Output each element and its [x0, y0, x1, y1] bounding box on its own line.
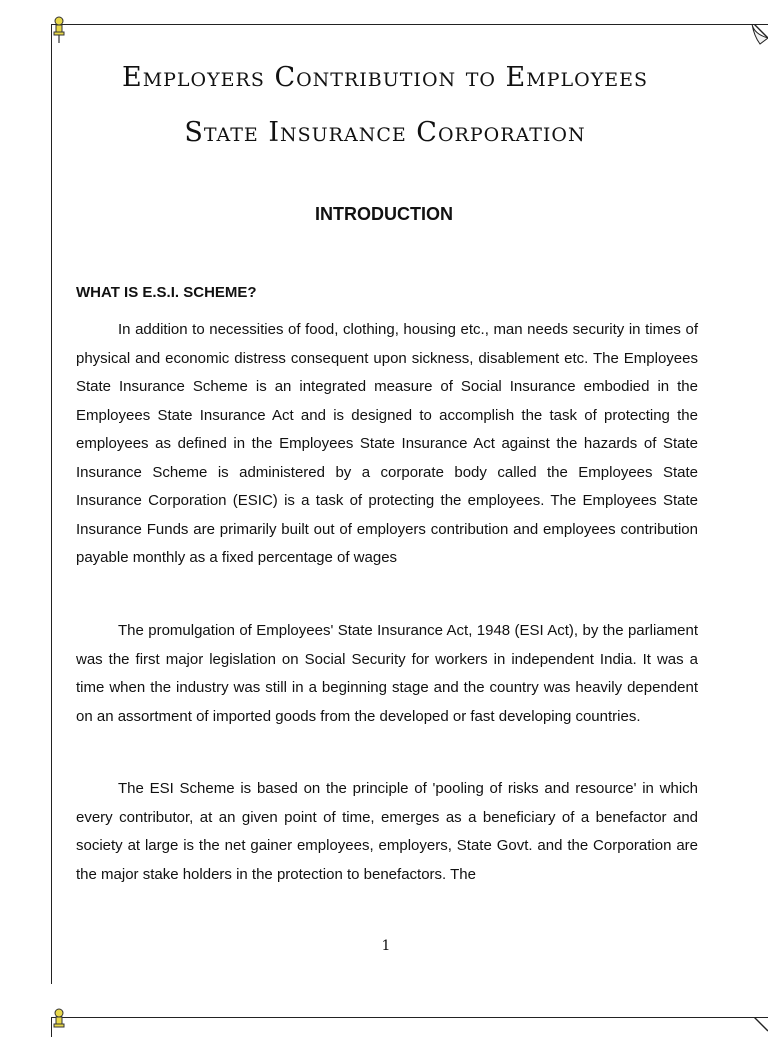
section-title: INTRODUCTION: [315, 204, 453, 224]
document-title-line-2: State Insurance Corporation: [184, 117, 586, 148]
pushpin-icon: [51, 1008, 67, 1036]
page-curl-icon: [734, 24, 768, 46]
paragraph-text: In addition to necessities of food, clothing, housing etc., man needs security in times of physical and economic distress consequent upon sickness, disablement etc. The Employees State Insurance Scheme is an integrated measure of Social Insurance embodied in the Employees State Insurance Act and is designed to accomplish the task of protecting the employees as defined in the Employees State Insurance Act against the hazards of State Insurance Scheme is administered by a corporate body called the Employees State Insurance Corporation (ESIC) is a task of protecting the employees. The Employees State Insurance Funds are primarily built out of employers contribution and employees contribution payable monthly as a fixed percentage of wages: [76, 321, 698, 566]
paragraph: [76, 617, 698, 731]
next-page-frame: [51, 1017, 768, 1037]
page-number: 1: [381, 938, 391, 954]
paragraph-text: The promulgation of Employees' State Insurance Act, 1948 (ESI Act), by the parliament was the first major legislation on Social Security for workers in independent India. It was a time when the industry was still in a beginning stage and the country was heavily dependent on an assortment of imported goods from the developed or fast developing countries.: [76, 622, 698, 725]
subheading: WHAT IS E.S.I. SCHEME?: [76, 284, 257, 301]
paragraph-text: The ESI Scheme is based on the principle of 'pooling of risks and resource' in which every contributor, at an given point of time, emerges as a beneficiary of a benefactor and society at large is the net gainer employees, employers, State Govt. and the Corporation are the major stake holders in the protection to benefactors. The: [76, 780, 698, 883]
pushpin-icon: [51, 16, 67, 44]
paragraph: [76, 775, 698, 889]
page-curl-icon: [734, 1017, 768, 1039]
document-title-line-1: Employers Contribution to Employees: [121, 62, 648, 93]
paragraph: [76, 316, 698, 573]
